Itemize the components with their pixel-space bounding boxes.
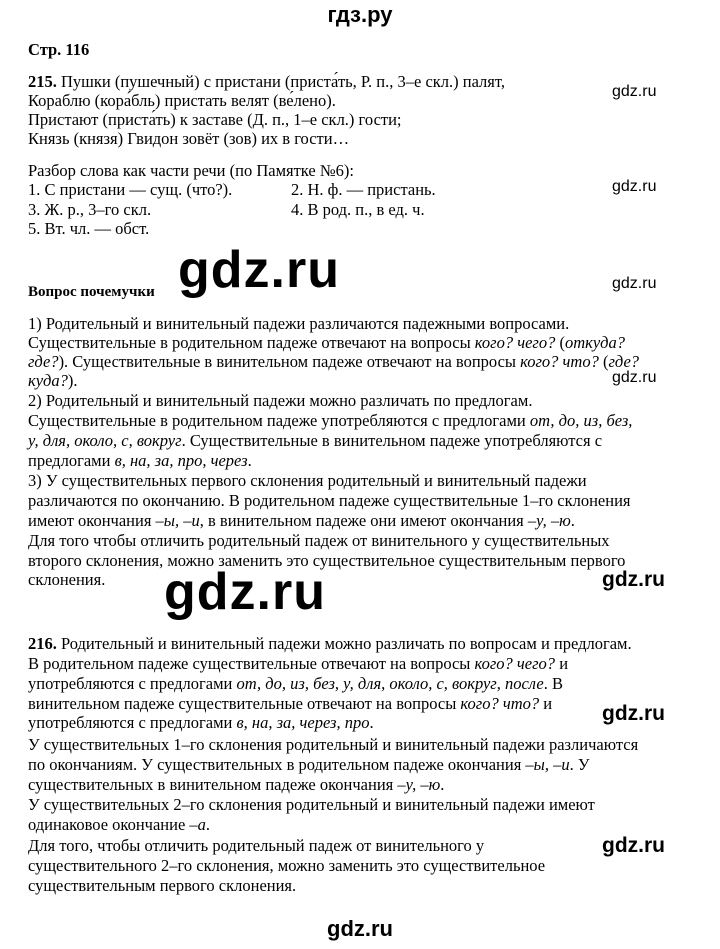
ex216-line1: 216. Родительный и винительный падежи можно различать по вопросам и предлогам. (28, 634, 632, 653)
analysis-item-1: 1. С пристани — сущ. (что?). (28, 180, 233, 199)
analysis-title: Разбор слова как части речи (по Памятке №6): (28, 161, 354, 180)
watermark: gdz.ru (612, 83, 657, 100)
why-p3-line6: склонения. (28, 570, 106, 589)
watermark-large: gdz.ru (164, 563, 326, 621)
ex216-line12: существительного 2–го склонения, можно заменить это существительное (28, 856, 546, 875)
why-p3-line2: различаются по окончанию. В родительном падеже существительные 1–го склонения (28, 491, 631, 510)
analysis-item-4: 4. В род. п., в ед. ч. (291, 200, 425, 219)
why-p3-line5: второго склонения, можно заменить это существительное существительным первого (28, 551, 626, 570)
why-p1-line3: где?). Существительные в винительном падеже отвечают на вопросы кого? что? (где? (28, 352, 640, 371)
watermark: gdz.ru (612, 369, 657, 386)
ex216-line11: Для того, чтобы отличить родительный падеж от винительного у (28, 836, 485, 855)
watermark: gdz.ru (602, 702, 665, 725)
watermark: gdz.ru (602, 834, 665, 857)
ex216-line6: У существительных 1–го склонения родительный и винительный падежи различаются (28, 735, 639, 754)
why-p3-line3: имеют окончания –ы, –и, в винительном падеже они имеют окончания –у, –ю. (28, 511, 575, 530)
ex215-line3: Пристают (приста́ть) к заставе (Д. п., 1–е скл.) гости; (28, 110, 402, 129)
ex215-line2: Кораблю (кора́бль) пристать велят (ве́лено). (28, 91, 336, 110)
site-header: гдз.ру (327, 2, 393, 27)
ex216-line7: по окончаниям. У существительных в родительном падеже окончания –ы, –и. У (28, 755, 590, 774)
watermark: gdz.ru (612, 178, 657, 195)
why-p3-line4: Для того чтобы отличить родительный падеж от винительного у существительных (28, 531, 610, 550)
analysis-item-5: 5. Вт. чл. — обст. (28, 219, 150, 238)
analysis-item-2: 2. Н. ф. — пристань. (291, 180, 436, 199)
why-p2-line2: Существительные в родительном падеже употребляются с предлогами от, до, из, без, (28, 411, 633, 430)
why-p1-line1: 1) Родительный и винительный падежи различаются падежными вопросами. (28, 314, 570, 333)
watermark: gdz.ru (602, 568, 665, 591)
ex216-line9: У существительных 2–го склонения родительный и винительный падежи имеют (28, 795, 595, 814)
ex216-line8: существительных в винительном падеже окончания –у, –ю. (28, 775, 445, 794)
ex216-line4: винительном падеже существительные отвечают на вопросы кого? что? и (28, 694, 553, 713)
watermark: gdz.ru (612, 275, 657, 292)
ex216-line13: существительным первого склонения. (28, 876, 297, 895)
why-p2-line3: у, для, около, с, вокруг. Существительные в винительном падеже употребляются с (28, 431, 603, 450)
ex216-line3: употребляются с предлогами от, до, из, без, у, для, около, с, вокруг, после. В (28, 674, 564, 693)
ex216-line2: В родительном падеже существительные отвечают на вопросы кого? чего? и (28, 654, 569, 673)
ex215-line4: Князь (князя) Гвидон зовёт (зов) их в гости… (28, 129, 350, 148)
ex215-line1: 215. Пушки (пушечный) с пристани (приста́ть, Р. п., 3–е скл.) палят, (28, 72, 505, 91)
analysis-item-3: 3. Ж. р., 3–го скл. (28, 200, 152, 219)
section-title: Вопрос почемучки (28, 284, 155, 300)
ex216-line10: одинаковое окончание –а. (28, 815, 211, 834)
ex216-line5: употребляются с предлогами в, на, за, через, про. (28, 713, 374, 732)
page-label: Стр. 116 (28, 40, 90, 59)
site-footer: gdz.ru (327, 916, 393, 941)
watermark-large: gdz.ru (178, 241, 340, 299)
why-p2-line1: 2) Родительный и винительный падежи можно различать по предлогам. (28, 391, 533, 410)
why-p1-line2: Существительные в родительном падеже отвечают на вопросы кого? чего? (откуда? (28, 333, 625, 352)
why-p3-line1: 3) У существительных первого склонения родительный и винительный падежи (28, 471, 587, 490)
why-p1-line4: куда?). (28, 371, 78, 390)
why-p2-line4: предлогами в, на, за, про, через. (28, 451, 252, 470)
